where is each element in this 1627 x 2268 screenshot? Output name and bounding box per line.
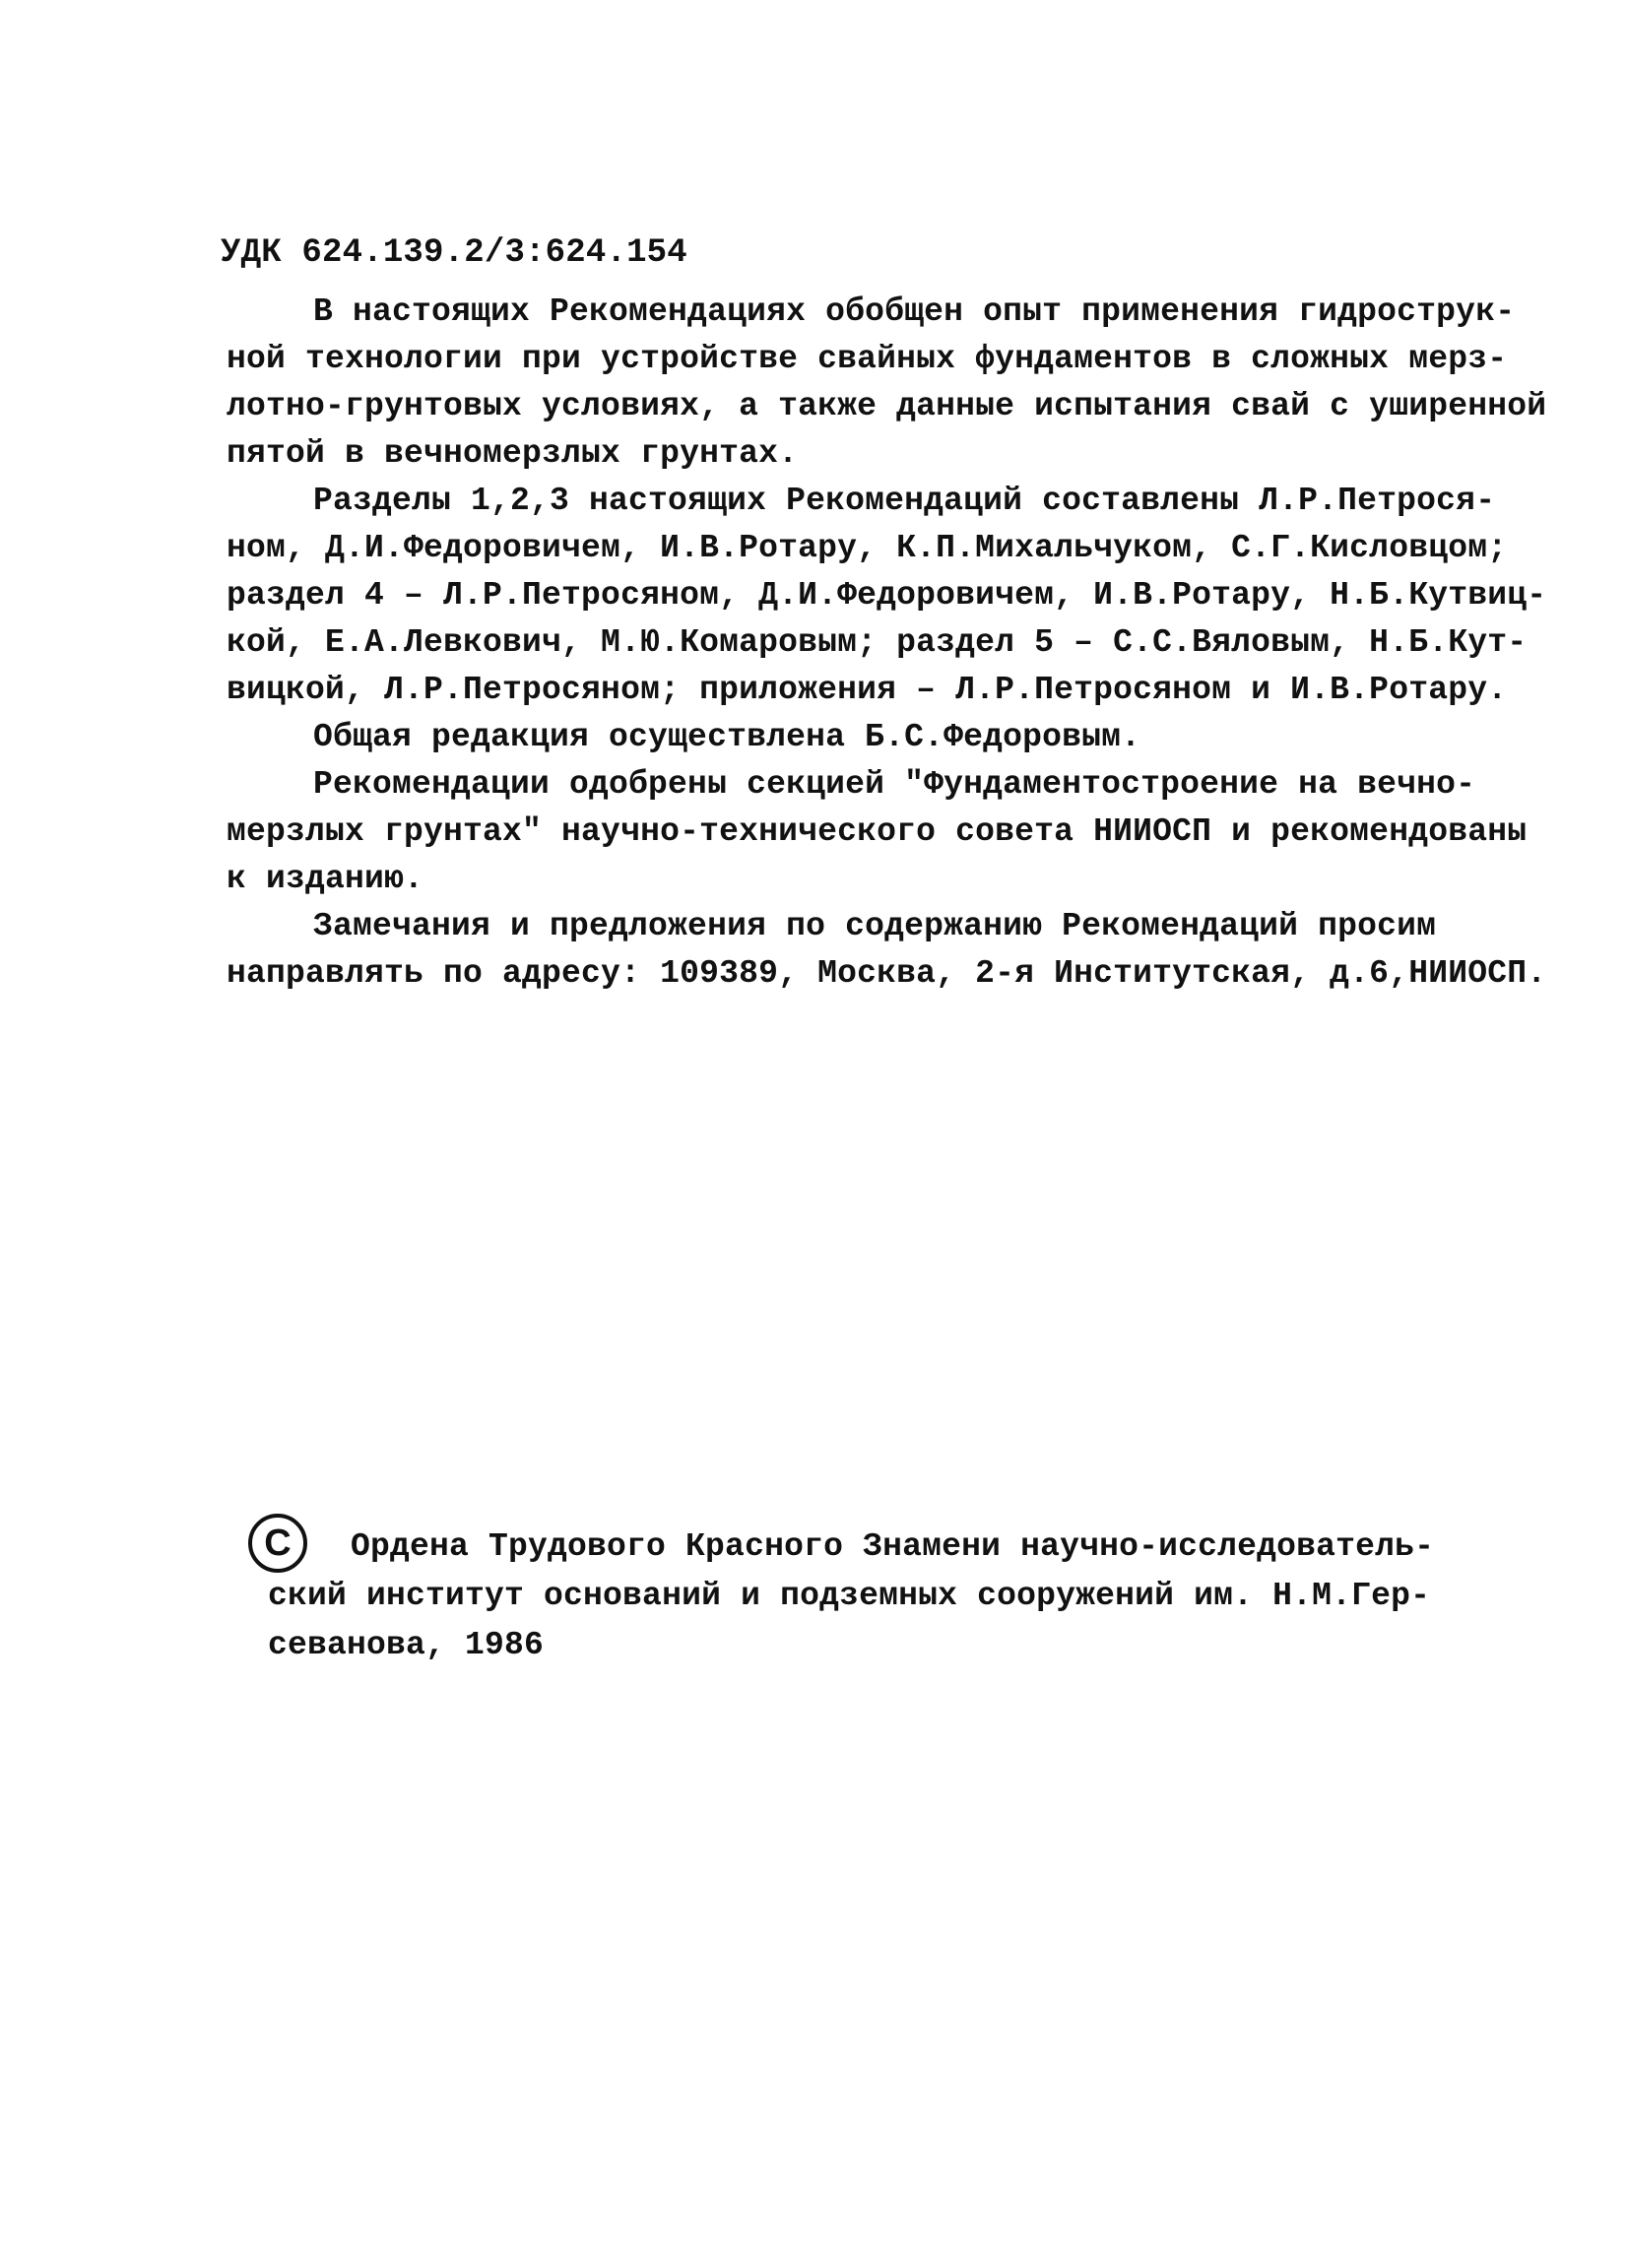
paragraph-5-line-1: Замечания и предложения по содержанию Рекомендаций просим — [313, 908, 1437, 944]
paragraph-1-line-1: В настоящих Рекомендациях обобщен опыт применения гидрострук- — [313, 293, 1516, 330]
paragraph-3-line-1: Общая редакция осуществлена Б.С.Федоровым. — [313, 719, 1141, 755]
paragraph-4-line-2: мерзлых грунтах" научно-технического совета НИИОСП и рекомендованы — [227, 813, 1528, 850]
copyright-line-2: ский институт оснований и подземных сооружений им. Н.М.Гер- — [268, 1578, 1431, 1614]
copyright-line-1: Ордена Трудового Красного Знамени научно-исследователь- — [351, 1528, 1435, 1565]
paragraph-1-line-4: пятой в вечномерзлых грунтах. — [227, 435, 799, 472]
paragraph-5-line-2: направлять по адресу: 109389, Москва, 2-я Институтская, д.6,НИИОСП. — [227, 955, 1547, 992]
paragraph-2-line-3: раздел 4 – Л.Р.Петросяном, Д.И.Федоровичем, И.В.Ротару, Н.Б.Кутвиц- — [227, 577, 1547, 614]
copyright-icon: С — [248, 1514, 307, 1573]
paragraph-4-line-3: к изданию. — [227, 861, 424, 897]
paragraph-2-line-5: вицкой, Л.Р.Петросяном; приложения – Л.Р.Петросяном и И.В.Ротару. — [227, 672, 1508, 708]
paragraph-2-line-2: ном, Д.И.Федоровичем, И.В.Ротару, К.П.Михальчуком, С.Г.Кисловцом; — [227, 530, 1508, 566]
paragraph-1-line-3: лотно-грунтовых условиях, а также данные испытания свай с уширенной — [227, 388, 1547, 424]
copyright-line-3: севанова, 1986 — [268, 1627, 545, 1663]
udc-code: УДК 624.139.2/3:624.154 — [221, 234, 687, 272]
paragraph-2-line-1: Разделы 1,2,3 настоящих Рекомендаций составлены Л.Р.Петрося- — [313, 483, 1496, 519]
paragraph-4-line-1: Рекомендации одобрены секцией "Фундаментостроение на вечно- — [313, 766, 1476, 803]
paragraph-1-line-2: ной технологии при устройстве свайных фундаментов в сложных мерз- — [227, 341, 1508, 377]
paragraph-2-line-4: кой, Е.А.Левкович, М.Ю.Комаровым; раздел 5 – С.С.Вяловым, Н.Б.Кут- — [227, 624, 1528, 661]
